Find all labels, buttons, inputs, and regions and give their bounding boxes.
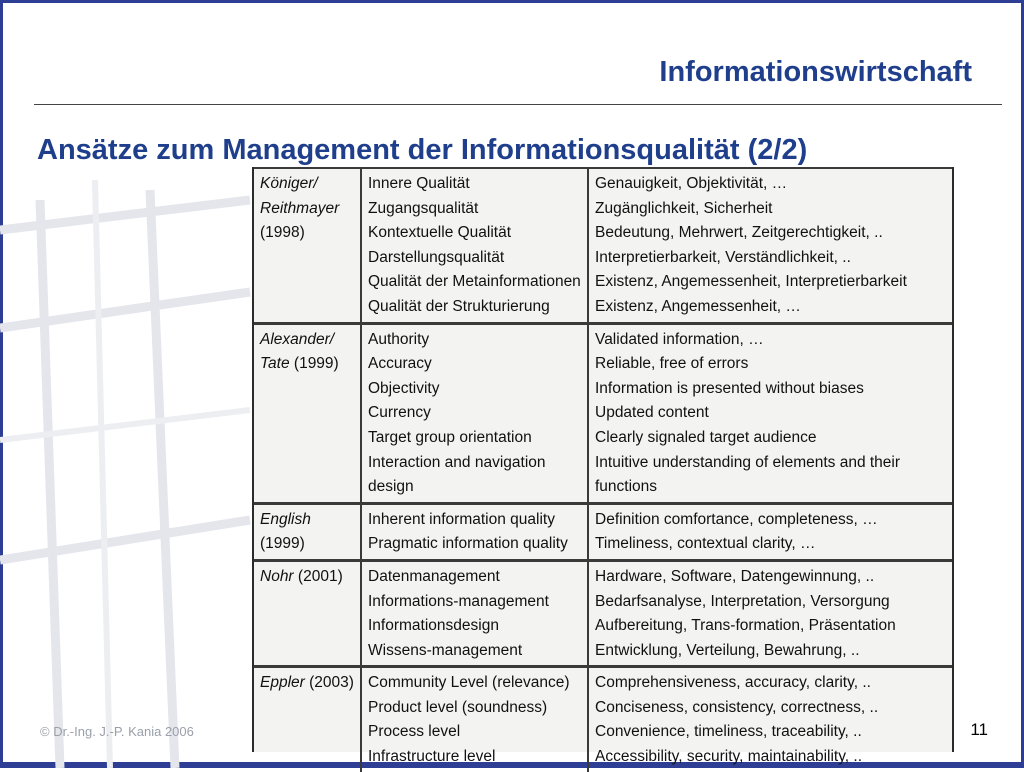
header-title: Informationswirtschaft <box>659 56 972 88</box>
quality-dimension: Product level (soundness) <box>368 698 548 716</box>
quality-dimension: Accuracy <box>368 355 432 373</box>
author-year: (2003) <box>309 674 354 692</box>
quality-dimension: Zugangsqualität <box>368 199 479 217</box>
author-cell <box>254 323 361 503</box>
quality-attribute: Information is presented without biases <box>595 379 864 397</box>
quality-dimension: Authority <box>368 330 430 348</box>
quality-attribute: Convenience, timeliness, traceability, .. <box>595 723 862 741</box>
quality-dimension: Qualität der Metainformationen <box>368 273 581 291</box>
quality-dimension: Datenmanagement <box>368 567 500 585</box>
quality-attribute: Bedarfsanalyse, Interpretation, Versorgung <box>595 592 890 610</box>
attribute-cell <box>588 560 952 666</box>
author-cell <box>254 560 361 666</box>
quality-attribute: Entwicklung, Verteilung, Bewahrung, .. <box>595 641 860 659</box>
author-cell <box>254 667 361 772</box>
author-cell <box>254 168 361 323</box>
dimension-cell <box>361 560 588 666</box>
quality-approaches-table <box>252 167 954 766</box>
attribute-cell <box>588 667 952 772</box>
quality-attribute: Timeliness, contextual clarity, … <box>595 535 816 553</box>
author-name: Nohr <box>260 567 294 585</box>
quality-attribute: Interpretierbarkeit, Verständlichkeit, .. <box>595 248 851 266</box>
attribute-cell <box>588 503 952 560</box>
quality-dimension: Pragmatic information quality <box>368 535 568 553</box>
table-row <box>254 168 952 323</box>
table-row <box>254 667 952 772</box>
quality-dimension: Darstellungsqualität <box>368 248 505 266</box>
dimension-cell <box>361 667 588 772</box>
dimension-cell <box>361 503 588 560</box>
author-cell <box>254 503 361 560</box>
quality-dimension: Wissens-management <box>368 641 523 659</box>
quality-dimension: Qualität der Strukturierung <box>368 297 550 315</box>
author-year: (1999) <box>260 535 305 553</box>
table-row <box>254 323 952 503</box>
quality-attribute: Zugänglichkeit, Sicherheit <box>595 199 773 217</box>
attribute-cell <box>588 323 952 503</box>
quality-dimension: Inherent information quality <box>368 510 555 528</box>
quality-dimension: Process level <box>368 723 461 741</box>
author-year: (1998) <box>260 224 305 242</box>
author-year: (1999) <box>293 355 339 373</box>
quality-attribute: Aufbereitung, Trans-formation, Präsentation <box>595 617 896 635</box>
quality-dimension: Informations-management <box>368 592 549 610</box>
quality-attribute: Definition comfortance, completeness, … <box>595 510 878 528</box>
quality-attribute: Bedeutung, Mehrwert, Zeitgerechtigkeit, .. <box>595 224 883 242</box>
quality-dimension: Innere Qualität <box>368 175 470 192</box>
quality-attribute: Clearly signaled target audience <box>595 428 817 446</box>
dimension-cell <box>361 168 588 323</box>
quality-attribute: Conciseness, consistency, correctness, .. <box>595 698 879 716</box>
quality-dimension: Informationsdesign <box>368 617 499 635</box>
quality-dimension: Infrastructure level <box>368 748 496 766</box>
quality-dimension: Target group orientation <box>368 428 532 446</box>
author-name: Alexander/ Tate <box>260 330 335 373</box>
quality-dimension: Interaction and navigation design <box>368 453 546 496</box>
quality-dimension: Objectivity <box>368 379 440 397</box>
table-row <box>254 560 952 666</box>
header-divider <box>34 104 1002 105</box>
footer-copyright: © Dr.-Ing. J.-P. Kania 2006 <box>40 724 194 739</box>
quality-attribute: Genauigkeit, Objektivität, … <box>595 175 788 192</box>
quality-attribute: Comprehensiveness, accuracy, clarity, .. <box>595 674 871 692</box>
quality-attribute: Existenz, Angemessenheit, Interpretierbarkeit <box>595 273 907 291</box>
author-name: Königer/ Reithmayer <box>260 175 340 217</box>
quality-attribute: Updated content <box>595 404 709 422</box>
dimension-cell <box>361 323 588 503</box>
table-body <box>254 168 952 772</box>
quality-attribute: Intuitive understanding of elements and their functions <box>595 453 901 496</box>
quality-attribute: Validated information, … <box>595 330 764 348</box>
quality-dimension: Kontextuelle Qualität <box>368 224 512 242</box>
author-year: (2001) <box>297 567 343 585</box>
quality-attribute: Existenz, Angemessenheit, … <box>595 297 801 315</box>
quality-attribute: Hardware, Software, Datengewinnung, .. <box>595 567 875 585</box>
table-row <box>254 503 952 560</box>
page-number: 11 <box>970 720 988 739</box>
quality-dimension: Community Level (relevance) <box>368 674 570 692</box>
quality-dimension: Currency <box>368 404 431 422</box>
author-name: English <box>260 510 311 528</box>
quality-attribute: Accessibility, security, maintainability, .. <box>595 748 863 766</box>
slide-title: Ansätze zum Management der Informationsqualität (2/2) <box>37 134 808 166</box>
author-name: Eppler <box>260 674 305 692</box>
quality-attribute: Reliable, free of errors <box>595 355 749 373</box>
attribute-cell <box>588 168 952 323</box>
